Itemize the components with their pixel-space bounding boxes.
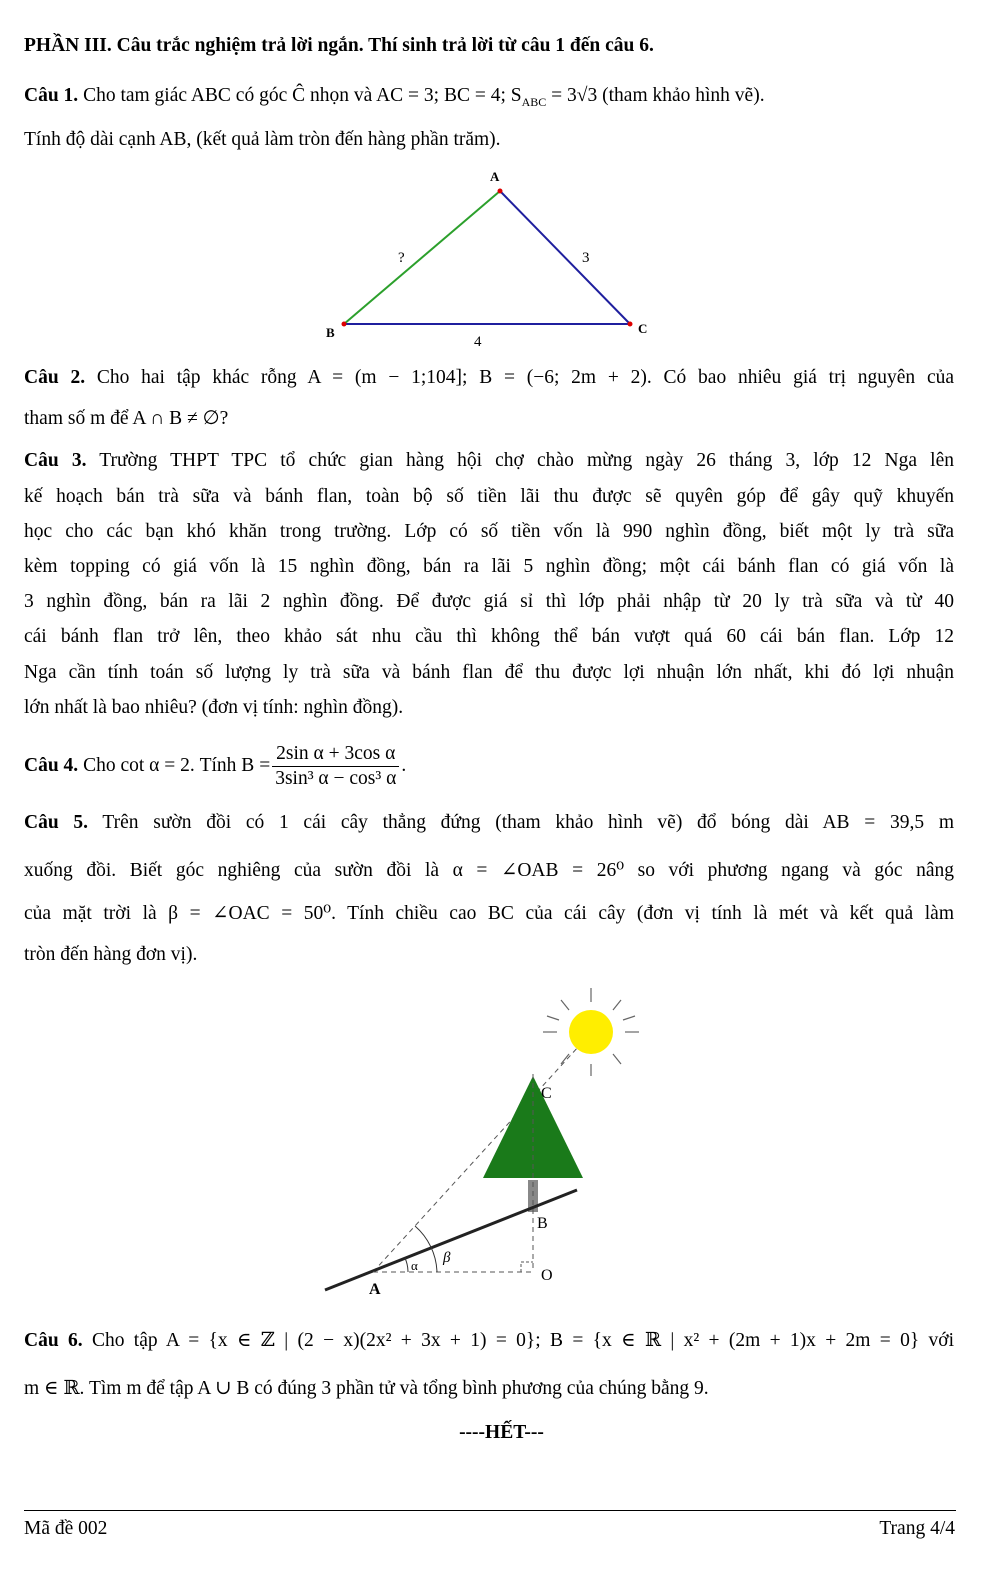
vertex-c: C (638, 321, 648, 336)
q1-text: Cho tam giác ABC có góc Ĉ nhọn và AC = 3; BC = 4; S (83, 85, 522, 106)
q6-text: Cho tập A = {x ∈ ℤ | (2 − x)(2x² + 3x + 1) = 0}; B = {x ∈ ℝ | x² + (2m + 1)x + 2m = 0} với (91, 1330, 955, 1351)
q4-line (24, 738, 954, 794)
q2-label: Câu 2. (24, 367, 86, 388)
side-bc-label: 4 (474, 334, 482, 350)
side-ac-label: 3 (582, 250, 590, 266)
q1-line2: Tính độ dài cạnh AB, (kết quả làm tròn đến hàng phần trăm). (24, 129, 501, 150)
q3-line7: Nga cần tính toán số lượng ly trà sữa và bánh flan để thu được lợi nhuận lớn nhất, khi đó lợi nhuận (24, 662, 954, 683)
q5-line3: của mặt trời là β = ∠OAC = 50⁰. Tính chiều cao BC của cái cây (đơn vị tính là mét và kết quả làm (24, 903, 954, 924)
q3-line6: cái bánh flan trở lên, theo khảo sát nhu cầu thì không thể bán vượt quá 60 cái bán flan. Lớp 12 (24, 626, 954, 647)
q2-line1 (24, 365, 954, 391)
point-o: O (541, 1267, 553, 1284)
point-c: C (541, 1085, 552, 1102)
end-marker: ----HẾT--- (459, 1422, 544, 1443)
angle-alpha: α (411, 1258, 418, 1273)
q3-line4: kèm topping có giá vốn là 15 nghìn đồng, bán ra lãi 5 nghìn đồng; một cái bánh flan có giá vốn là (24, 556, 954, 577)
q6-label: Câu 6. (24, 1330, 83, 1351)
q6-line2: m ∈ ℝ. Tìm m để tập A ∪ B có đúng 3 phần tử và tổng bình phương của chúng bằng 9. (24, 1378, 709, 1399)
q1-text-b: = 3√3 (tham khảo hình vẽ). (546, 85, 765, 106)
footer-divider (24, 1510, 956, 1511)
q2-text: Cho hai tập khác rỗng A = (m − 1;104]; B = (−6; 2m + 2). Có bao nhiêu giá trị nguyên của (96, 367, 955, 388)
q4-text: Cho cot α = 2. Tính B = (83, 755, 271, 776)
q1-label: Câu 1. (24, 85, 79, 106)
q4-denominator: 3sin³ α − cos³ α (275, 767, 397, 789)
sun-icon (569, 1010, 613, 1054)
q3-text: Trường THPT TPC tổ chức gian hàng hội chợ chào mừng ngày 26 tháng 3, lớp 12 Nga lên (99, 450, 954, 471)
q3-label: Câu 3. (24, 450, 87, 471)
q2-line2: tham số m để A ∩ B ≠ ∅? (24, 408, 229, 429)
point-b: B (537, 1215, 548, 1232)
q3-line1 (24, 448, 954, 474)
q3-line2: kế hoạch bán trà sữa và bánh flan, toàn bộ số tiền lãi thu được sẽ quyên góp để gây quỹ khuyến (24, 486, 954, 507)
q5-line1 (24, 810, 954, 836)
q4-numerator: 2sin α + 3cos α (272, 742, 399, 767)
q3-line5: 3 nghìn đồng, bán ra lãi 2 nghìn đồng. Để được giá sỉ thì lớp phải nhập từ 20 ly trà sữa và từ 40 (24, 591, 954, 612)
side-ab-label: ? (398, 250, 405, 266)
hill-tree-figure (315, 980, 655, 1300)
footer-page: Trang 4/4 (879, 1518, 955, 1539)
point-a: A (369, 1281, 381, 1298)
q3-line8: lớn nhất là bao nhiêu? (đơn vị tính: nghìn đồng). (24, 697, 404, 718)
q4-fraction (272, 742, 399, 791)
hill-slope (325, 1190, 577, 1290)
q1-sub: ABC (521, 94, 547, 109)
vertex-a: A (490, 169, 500, 184)
tree-icon (483, 1076, 583, 1178)
q1-line1 (24, 83, 954, 115)
q5-line2: xuống đồi. Biết góc nghiêng của sườn đồi là α = ∠OAB = 26⁰ so với phương ngang và góc nâng (24, 860, 954, 881)
angle-beta: β (443, 1250, 451, 1266)
section-header: PHẦN III. Câu trắc nghiệm trả lời ngắn. Thí sinh trả lời từ câu 1 đến câu 6. (24, 35, 654, 56)
q5-text: Trên sườn đồi có 1 cái cây thẳng đứng (tham khảo hình vẽ) đổ bóng dài AB = 39,5 m (102, 812, 954, 833)
q5-line4: tròn đến hàng đơn vị). (24, 944, 198, 965)
q4-label: Câu 4. (24, 755, 79, 776)
triangle-figure (320, 165, 660, 350)
q4-end: . (401, 755, 407, 776)
footer-code: Mã đề 002 (24, 1518, 108, 1539)
q3-line3: học cho các bạn khó khăn trong trường. Lớp có số tiền vốn là 990 nghìn đồng, biết một ly trà sữa (24, 521, 954, 542)
q5-label: Câu 5. (24, 812, 89, 833)
vertex-b: B (326, 325, 335, 340)
q6-line1 (24, 1328, 954, 1354)
